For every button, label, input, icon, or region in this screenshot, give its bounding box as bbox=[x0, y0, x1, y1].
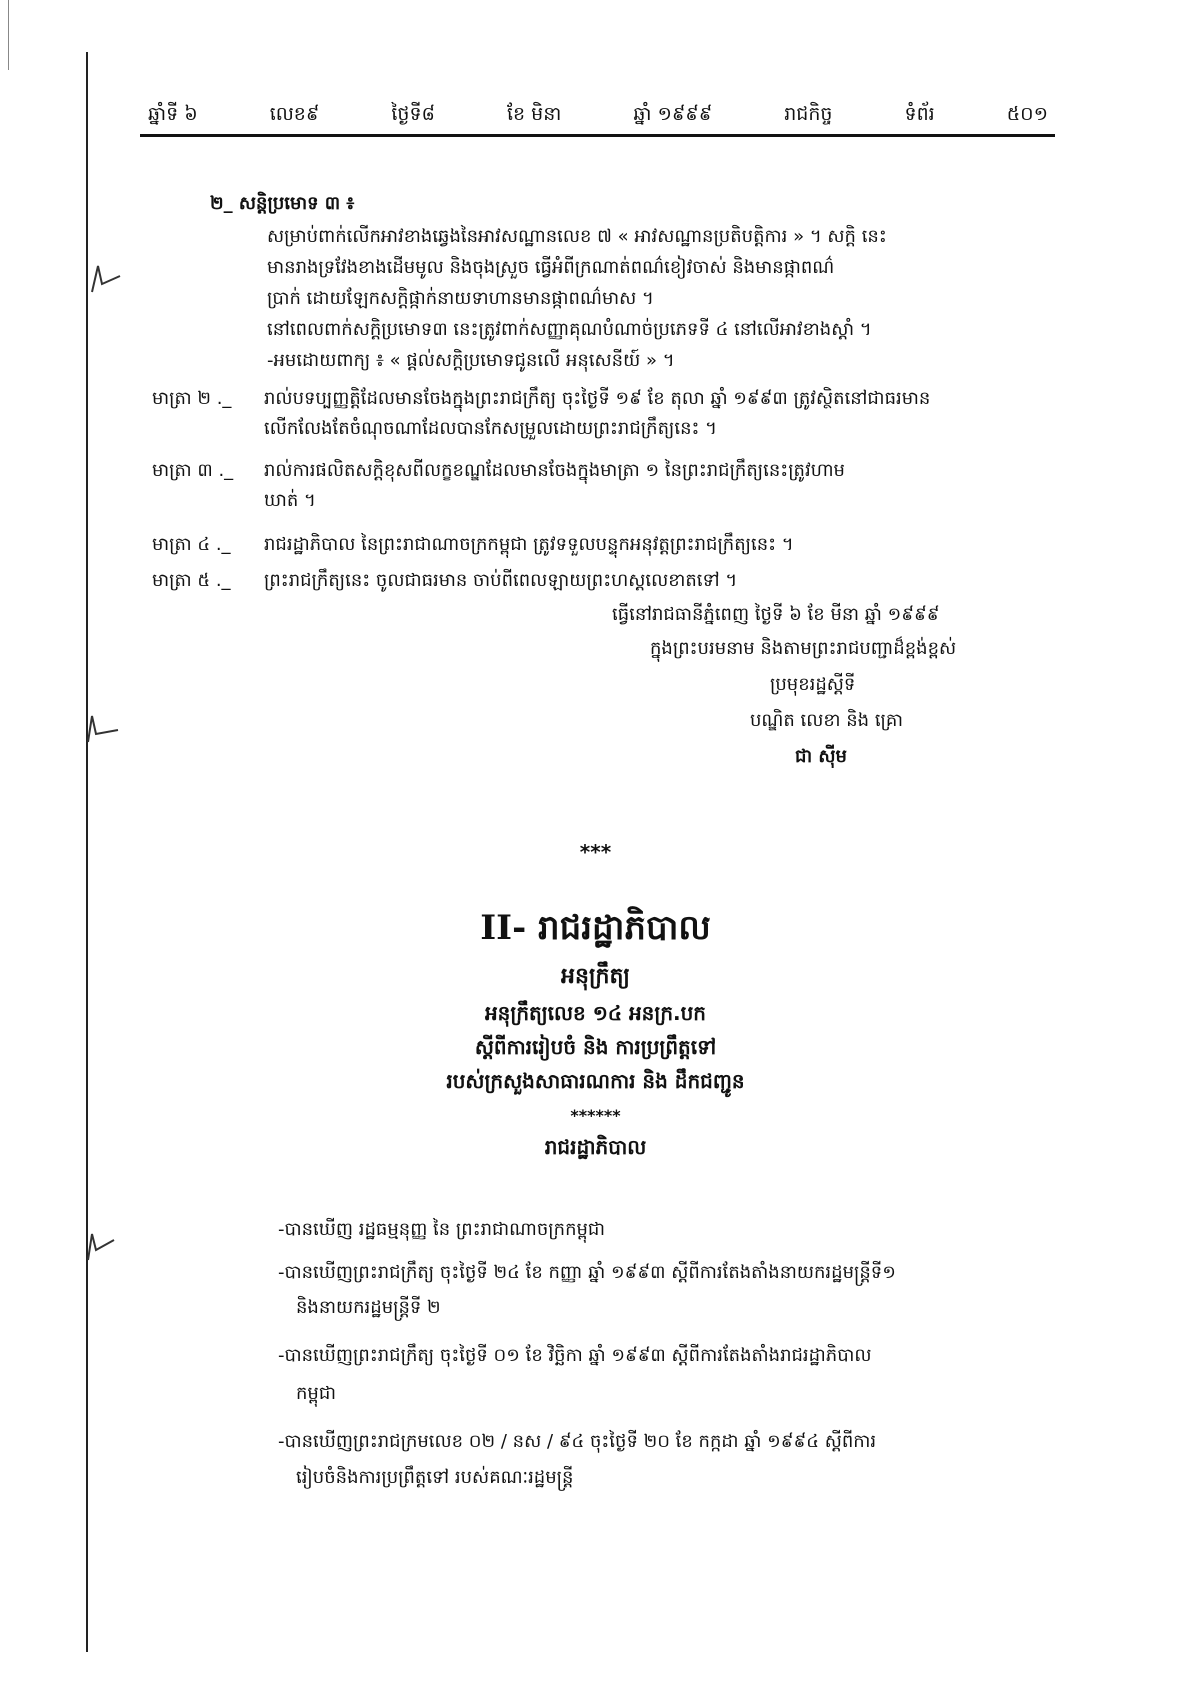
paragraph-line: -អមដោយពាក្យ ៖ « ផ្តល់សក្តិប្រមោទជូនលើ អនុសេនីយ៍ » ។ bbox=[267, 350, 675, 371]
article-text bbox=[264, 456, 1057, 516]
decree-stars: ****** bbox=[570, 1106, 621, 1125]
article-label: មាត្រា ៣ ._ bbox=[152, 460, 234, 481]
recital-line: រៀបចំនិងការប្រព្រឹត្តទៅ របស់គណៈរដ្ឋមន្ត្រី bbox=[296, 1467, 574, 1488]
place-date-line: ធ្វើនៅរាជធានីភ្នំពេញ ថ្ងៃទី ៦ ខែ មីនា ឆ្នាំ ១៩៩៩ bbox=[612, 604, 940, 625]
article-label: មាត្រា ៥ ._ bbox=[152, 570, 231, 591]
part-title: II- រាជរដ្ឋាភិបាល bbox=[480, 908, 711, 948]
signature-title: ប្រមុខរដ្ឋស្តីទី bbox=[770, 674, 856, 695]
article-line: រាល់ការផលិតសក្តិខុសពីលក្ខខណ្ឌដែលមានចែងក្នុងមាត្រា ១ នៃព្រះរាជក្រឹត្យនេះត្រូវហាម bbox=[264, 460, 845, 481]
article-text bbox=[264, 530, 1057, 560]
recital-line: -បានឃើញព្រះរាជក្រមលេខ ០២ / នស / ៩៤ ចុះថ្ងៃទី ២០ ខែ កក្កដា ឆ្នាំ ១៩៩៤ ស្តីពីការ bbox=[278, 1431, 877, 1452]
recital-line: -បានឃើញ រដ្ឋធម្មនុញ្ញ នៃ ព្រះរាជាណាចក្រកម្ពុជា bbox=[278, 1219, 606, 1240]
article bbox=[152, 384, 1057, 444]
section-heading: ២_ សន្តិប្រមោទ ៣ ៖ bbox=[210, 193, 355, 214]
margin-pen-mark bbox=[84, 712, 120, 748]
paragraph-line: សម្រាប់ពាក់លើកអាវខាងឆ្វេងនៃអាវសណ្ឋានលេខ ៧ « អាវសណ្ឋានប្រតិបត្តិការ » ។ សក្តិ នេះ bbox=[267, 226, 887, 247]
article-line: ព្រះរាជក្រឹត្យនេះ ចូលជាធរមាន ចាប់ពីពេលឡាយព្រះហស្តលេខាតទៅ ។ bbox=[264, 570, 738, 591]
paragraph-line: មានរាងទ្រវែងខាងដើមមូល និងចុងស្រួច ធ្វើអំពីក្រណាត់ពណ៌ខៀវចាស់ និងមានផ្កាពណ៌ bbox=[267, 257, 835, 278]
article bbox=[152, 530, 1057, 560]
header-month: ខែ មិនា bbox=[507, 103, 562, 125]
scan-edge-line bbox=[8, 0, 9, 70]
article-line: លើកលែងតែចំណុចណាដែលបានកែសម្រួលដោយព្រះរាជក្រឹត្យនេះ ។ bbox=[264, 418, 717, 439]
article-text bbox=[264, 566, 1057, 596]
decree-subject: ស្តីពីការរៀបចំ និង ការប្រព្រឹត្តទៅ bbox=[474, 1035, 717, 1059]
signature-line: ក្នុងព្រះបរមនាម និងតាមព្រះរាជបញ្ជាដ៏ខ្ពង់ខ្ពស់ bbox=[650, 638, 957, 659]
article bbox=[152, 456, 1057, 516]
article-line: ឃាត់ ។ bbox=[264, 490, 316, 511]
decree-subject: របស់ក្រសួងសាធារណការ និង ដឹកជញ្ជូន bbox=[446, 1069, 745, 1093]
recital-line: -បានឃើញព្រះរាជក្រឹត្យ ចុះថ្ងៃទី ២៤ ខែ កញ្ញា ឆ្នាំ ១៩៩៣ ស្តីពីការតែងតាំងនាយករដ្ឋមន្ត្រីទី១ bbox=[278, 1262, 896, 1283]
header-year: ឆ្នាំ ១៩៩៩ bbox=[633, 103, 713, 125]
article-text bbox=[264, 384, 1057, 444]
article-line: រាជរដ្ឋាភិបាល នៃព្រះរាជាណាចក្រកម្ពុជា ត្រូវទទួលបន្ទុកអនុវត្តព្រះរាជក្រឹត្យនេះ ។ bbox=[264, 534, 794, 555]
paragraph-line: នៅពេលពាក់សក្តិប្រមោទ៣ នេះត្រូវពាក់សញ្ញាគុណបំណាច់ប្រភេទទី ៤ នៅលើអាវខាងស្តាំ ។ bbox=[267, 319, 872, 340]
document-type: អនុក្រឹត្យ bbox=[561, 964, 630, 989]
header-gazette: រាជកិច្ច bbox=[784, 103, 833, 125]
gazette-header bbox=[148, 98, 1048, 130]
article bbox=[152, 566, 1057, 596]
signer-name: ជា ស៊ីម bbox=[795, 746, 847, 767]
article-line: រាល់បទប្បញ្ញត្តិដែលមានចែងក្នុងព្រះរាជក្រឹត្យ ចុះថ្ងៃទី ១៩ ខែ តុលា ឆ្នាំ ១៩៩៣ ត្រូវស្ថិតនៅជាធរមាន bbox=[264, 388, 931, 409]
recital-line: និងនាយករដ្ឋមន្ត្រីទី ២ bbox=[296, 1297, 441, 1318]
recital-line: -បានឃើញព្រះរាជក្រឹត្យ ចុះថ្ងៃទី ០១ ខែ វិច្ឆិកា ឆ្នាំ ១៩៩៣ ស្តីពីការតែងតាំងរាជរដ្ឋាភិបាល bbox=[278, 1345, 872, 1366]
header-volume: ឆ្នាំទី ៦ bbox=[148, 103, 198, 125]
decree-issuer: រាជរដ្ឋាភិបាល bbox=[544, 1135, 647, 1159]
header-day: ថ្ងៃទី៨ bbox=[391, 103, 435, 125]
article-label: មាត្រា ២ ._ bbox=[152, 388, 232, 409]
margin-pen-mark bbox=[82, 1230, 118, 1266]
header-page-number: ៥០១ bbox=[1006, 103, 1048, 125]
decree-number: អនុក្រឹត្យលេខ ១៤ អនក្រ.បក bbox=[484, 1001, 707, 1025]
header-page-label: ទំព័រ bbox=[904, 103, 935, 125]
header-issue: លេខ៩ bbox=[269, 103, 320, 125]
paragraph-line: ប្រាក់ ដោយឡែកសក្តិផ្កាក់នាយទាហានមានផ្កាពណ៌មាស ។ bbox=[267, 288, 654, 309]
margin-pen-mark bbox=[88, 262, 124, 298]
header-rule bbox=[140, 134, 1055, 137]
article-label: មាត្រា ៤ ._ bbox=[152, 534, 231, 555]
signature-name: បណ្ឌិត លេខា និង គ្រោ bbox=[750, 710, 904, 731]
section-separator: *** bbox=[579, 840, 612, 864]
recital-line: កម្ពុជា bbox=[296, 1383, 336, 1404]
